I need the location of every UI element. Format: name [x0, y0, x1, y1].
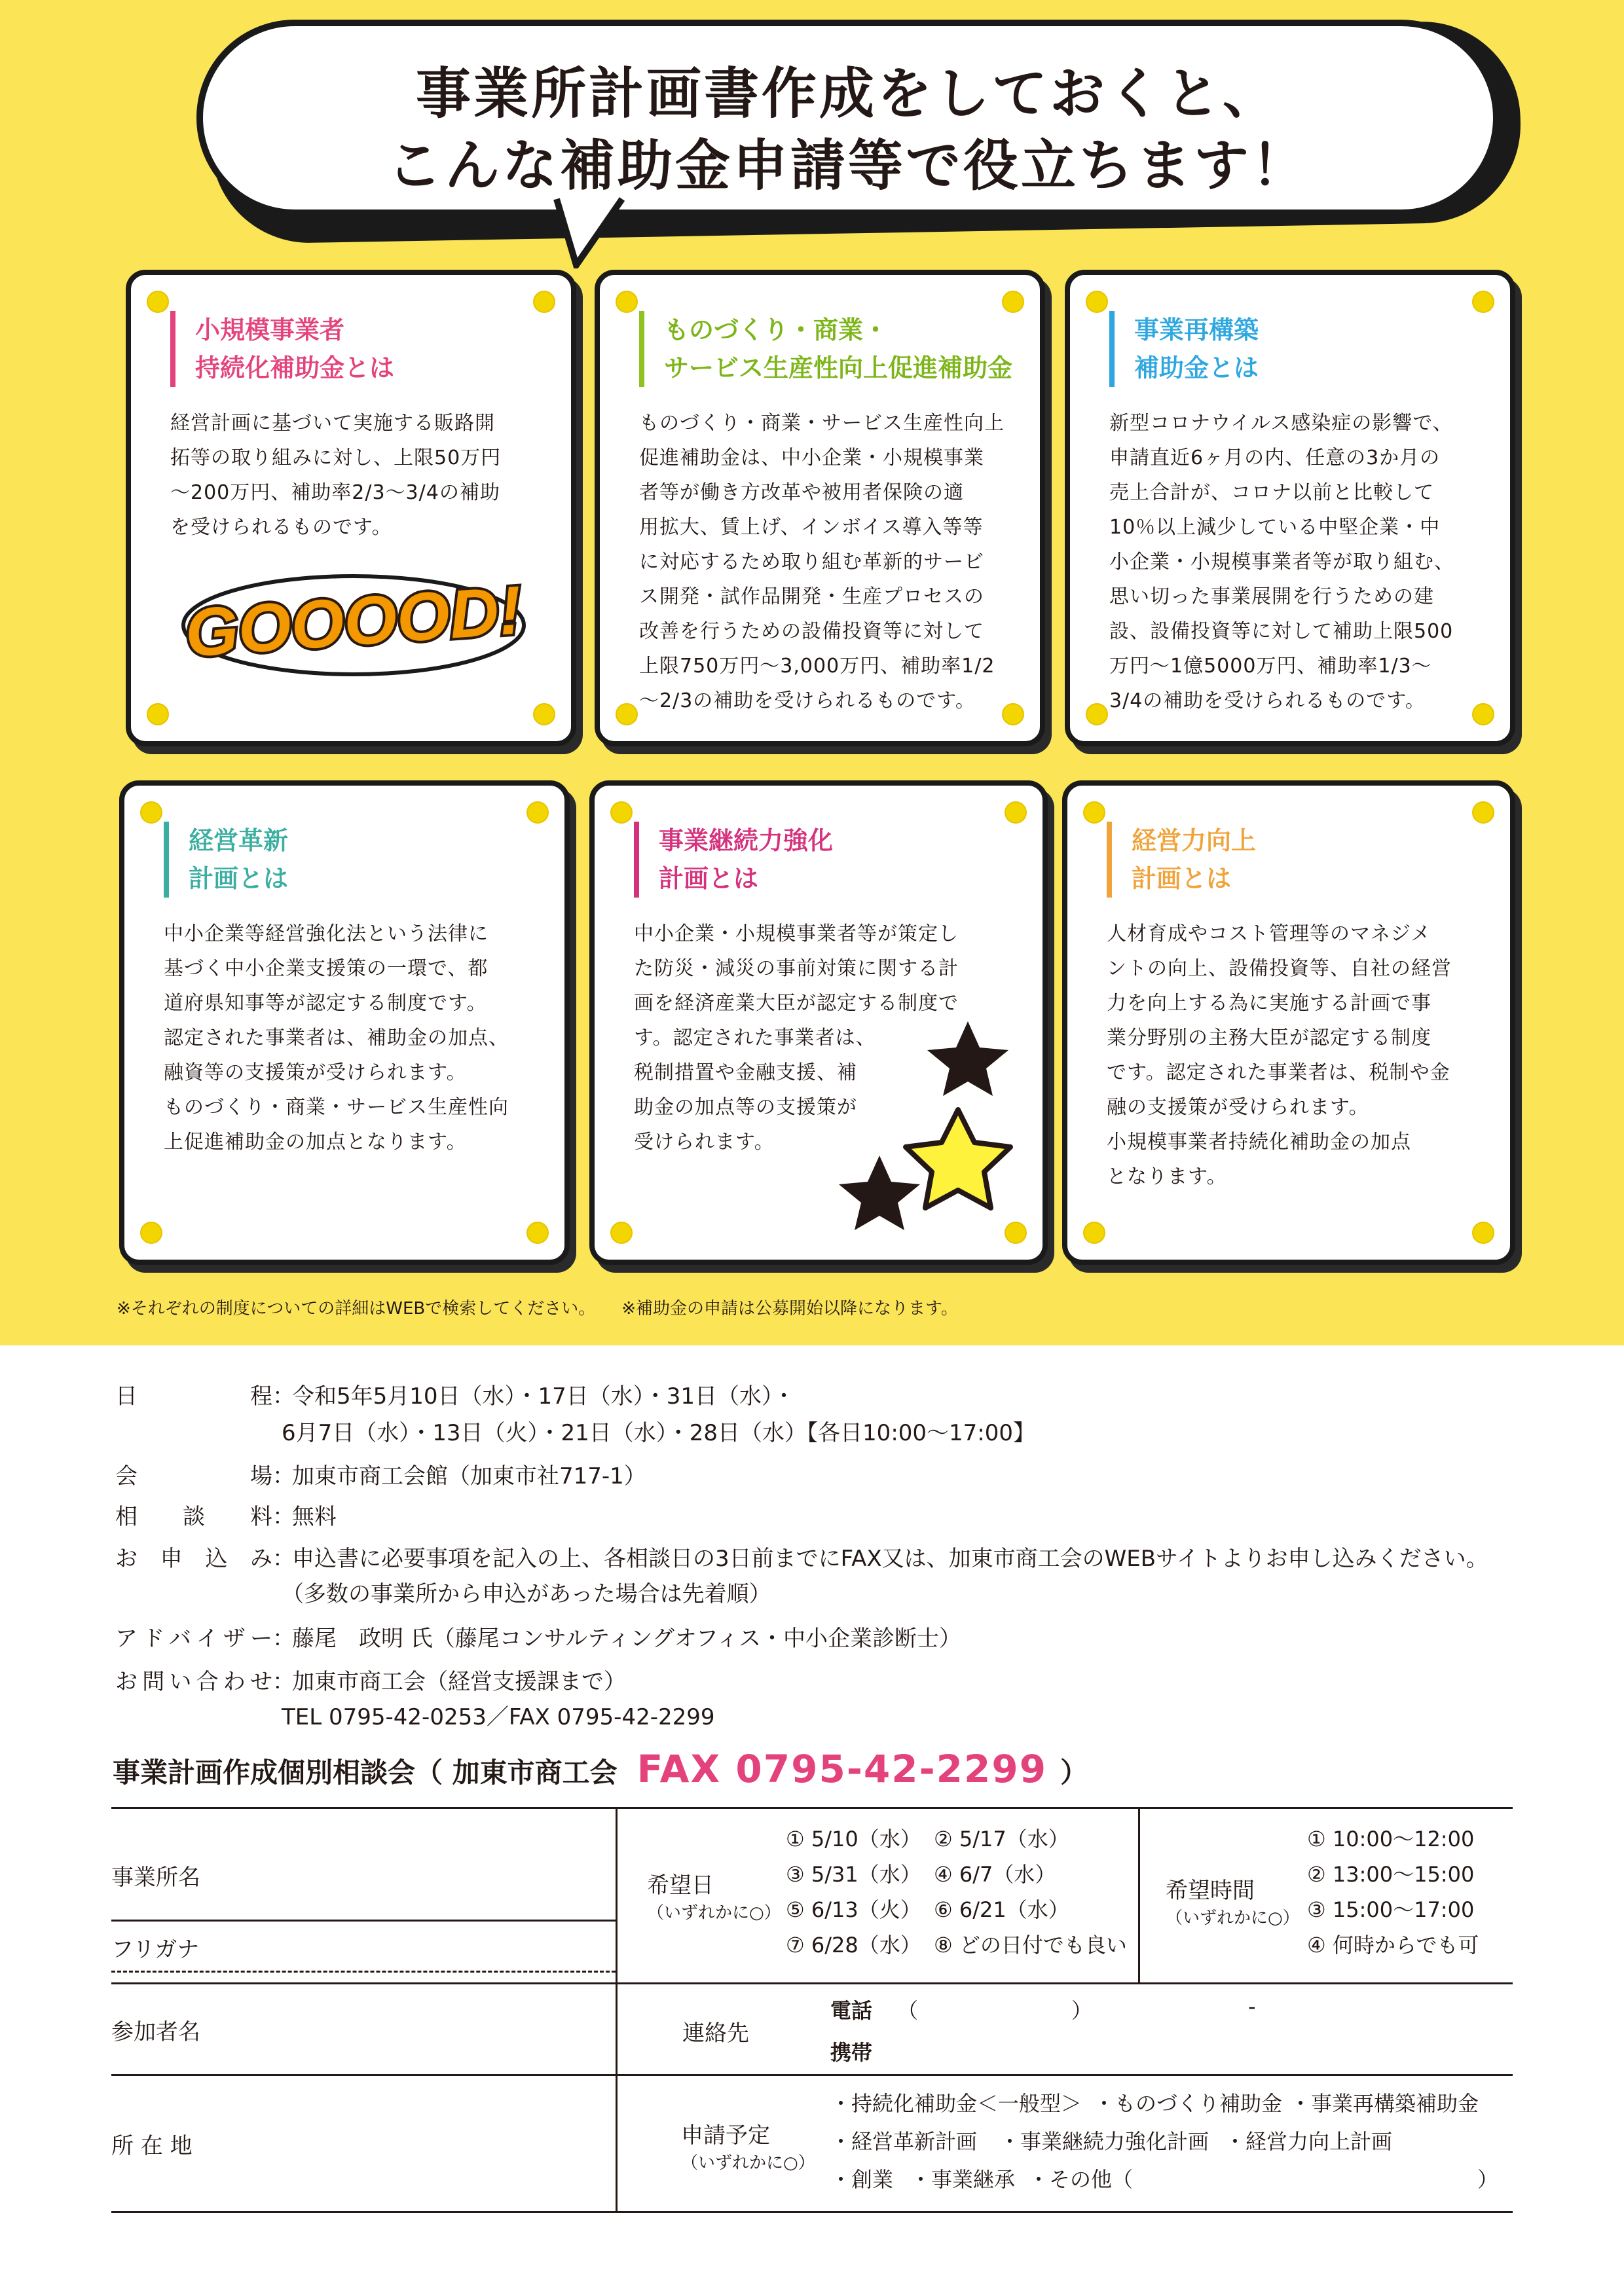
- label-jigyosho: 事業所名: [111, 1865, 200, 1891]
- form-fax: FAX 0795-42-2299: [637, 1747, 1048, 1791]
- card-keiei-kakushin: [119, 780, 570, 1265]
- body-line: 受けられます。: [634, 1131, 775, 1154]
- body-line: です。認定された事業者は、税制や金: [1107, 1061, 1450, 1084]
- page-title: [196, 58, 1500, 202]
- body-line: す。認定された事業者は、: [634, 1027, 876, 1049]
- info-label: お 申 込 み: [115, 1546, 272, 1572]
- rule: [1138, 1807, 1140, 1982]
- dot-icon: [1086, 291, 1108, 313]
- card-title-line: 事業継続力強化: [659, 826, 834, 855]
- card-title-line: 小規模事業者: [195, 316, 345, 344]
- kibojikan-text: 希望時間: [1166, 1878, 1255, 1904]
- info-label: お問い合わせ: [115, 1669, 272, 1695]
- badge-text: GOOOOD!: [183, 572, 525, 672]
- body-line: 上限750万円〜3,000万円、補助率1/2: [639, 655, 995, 678]
- body-line: 認定された事業者は、補助金の加点、: [164, 1027, 509, 1049]
- card-title: [1107, 822, 1256, 898]
- info-schedule-cont: 6月7日（水）・13日（火）・21日（水）・28日（水）【各日10:00〜17:00】: [282, 1420, 1036, 1446]
- info-value: 令和5年5月10日（水）・17日（水）・31日（水）・: [292, 1383, 796, 1410]
- info-label: アドバイザー: [115, 1626, 272, 1652]
- label-renrakusaki: 連絡先: [682, 2020, 749, 2047]
- date-option[interactable]: ⑧ どの日付でも良い: [934, 1933, 1127, 1958]
- card-title-line: 事業再構築: [1134, 316, 1259, 344]
- application-form: [111, 1807, 1513, 2213]
- card-title: [170, 311, 394, 387]
- dot-icon: [1083, 1222, 1105, 1244]
- date-option[interactable]: ① 5/10（水）: [786, 1827, 921, 1851]
- info-label: 会 場: [115, 1463, 272, 1489]
- label-shinsei: [681, 2117, 815, 2174]
- dot-icon: [610, 801, 633, 824]
- body-line: 思い切った事業展開を行うための建: [1109, 585, 1434, 608]
- info-label: 相 談 料: [115, 1504, 272, 1530]
- body-line: 改善を行うための設備投資等に対して: [639, 620, 984, 643]
- kibobi-text: 希望日: [647, 1872, 714, 1899]
- body-line: となります。: [1107, 1165, 1227, 1188]
- body-line: 万円〜1億5000万円、補助率1/3〜: [1109, 655, 1432, 678]
- dot-icon: [533, 703, 555, 725]
- date-option[interactable]: ⑤ 6/13（火）: [786, 1897, 921, 1922]
- body-line: 画を経済産業大臣が認定する制度で: [634, 992, 959, 1015]
- rule: [111, 2211, 1513, 2213]
- info-value: 無料: [292, 1504, 337, 1530]
- plan-option[interactable]: ・創業: [830, 2167, 894, 2192]
- stars-icon: [817, 1021, 1033, 1244]
- title-line-1: 事業所計画書作成をしておくと、: [415, 62, 1280, 126]
- dot-icon: [147, 291, 169, 313]
- body-line: 者等が働き方改革や被用者保険の適: [639, 481, 964, 504]
- info-contact-cont: TEL 0795-42-0253／FAX 0795-42-2299: [282, 1704, 715, 1730]
- body-line: 上促進補助金の加点となります。: [164, 1131, 467, 1154]
- card-title: [164, 822, 288, 898]
- body-line: ス開発・試作品開発・生産プロセスの: [639, 585, 984, 608]
- card-body: [164, 917, 530, 1159]
- card-body: [1109, 406, 1476, 718]
- card-title-line: 持続化補助金とは: [195, 354, 395, 382]
- body-line: 〜2/3の補助を受けられるものです。: [639, 689, 976, 712]
- body-line: 3/4の補助を受けられるものです。: [1109, 689, 1426, 712]
- body-line: 促進補助金は、中小企業・小規模事業: [639, 446, 984, 469]
- body-line: 道府県知事等が認定する制度です。: [164, 992, 487, 1015]
- info-contact: お問い合わせ：加東市商工会（経営支援課まで）: [115, 1663, 626, 1701]
- body-line: 経営計画に基づいて実施する販路開: [170, 412, 495, 435]
- body-line: 設、設備投資等に対して補助上限500: [1109, 620, 1454, 643]
- body-line: 用拡大、賃上げ、インボイス導入等等: [639, 516, 984, 539]
- info-label: 日 程: [115, 1383, 272, 1410]
- body-line: ものづくり・商業・サービス生産性向: [164, 1096, 509, 1119]
- dot-icon: [140, 801, 162, 824]
- card-jizokuka: [126, 270, 576, 746]
- info-value: 藤尾 政明 氏（藤尾コンサルティングオフィス・中小企業診断士）: [292, 1626, 961, 1652]
- date-option[interactable]: ⑦ 6/28（水）: [786, 1933, 921, 1958]
- label-shozaichi: 所 在 地: [111, 2133, 193, 2159]
- label-furigana: フリガナ: [111, 1937, 200, 1963]
- plan-option[interactable]: ・経営力向上計画: [1225, 2129, 1393, 2154]
- form-title-close: ）: [1060, 1757, 1088, 1789]
- dot-icon: [140, 1222, 162, 1244]
- plan-option[interactable]: ・事業継続力強化計画: [999, 2129, 1209, 2154]
- dot-icon: [1472, 801, 1494, 824]
- label-kibobi: [647, 1867, 781, 1923]
- body-line: 10％以上減少している中堅企業・中: [1109, 516, 1441, 539]
- body-line: 中小企業・小規模事業者等が策定し: [634, 922, 959, 945]
- body-line: 申請直近6ヶ月の内、任意の3か月の: [1109, 446, 1441, 469]
- info-advisor: アドバイザー：藤尾 政明 氏（藤尾コンサルティングオフィス・中小企業診断士）: [115, 1620, 961, 1658]
- dot-icon: [533, 291, 555, 313]
- body-line: に対応するため取り組む革新的サービ: [639, 551, 984, 574]
- denwa-paren-close: ）: [1071, 1998, 1093, 2023]
- label-denwa: 電話: [830, 1998, 873, 2023]
- info-value: 加東市商工会館（加東市社717-1）: [292, 1463, 646, 1489]
- body-line: 小規模事業者持続化補助金の加点: [1107, 1131, 1411, 1154]
- card-title-line: 計画とは: [189, 864, 289, 893]
- card-title: [1109, 311, 1259, 387]
- footnote: [117, 1295, 984, 1319]
- time-option[interactable]: ③ 15:00〜17:00: [1307, 1897, 1475, 1922]
- rule: [616, 1807, 618, 2213]
- dot-icon: [1083, 801, 1105, 824]
- card-title-line: サービス生産性向上促進補助金: [664, 354, 1013, 382]
- info-value: 加東市商工会（経営支援課まで）: [292, 1669, 626, 1695]
- bubble-tail: [550, 196, 629, 268]
- date-option[interactable]: ③ 5/31（水）: [786, 1862, 921, 1887]
- body-line: 税制措置や金融支援、補: [634, 1061, 857, 1084]
- body-line: 力を向上する為に実施する計画で事: [1107, 992, 1431, 1015]
- form-title: [113, 1747, 1088, 1791]
- body-line: 基づく中小企業支援策の一環で、都: [164, 957, 489, 980]
- time-option[interactable]: ① 10:00〜12:00: [1307, 1827, 1475, 1851]
- card-title: [634, 822, 833, 898]
- plan-option[interactable]: ・事業継承: [910, 2167, 1016, 2192]
- dot-icon: [1002, 291, 1024, 313]
- kibojikan-sub: （いずれかに○）: [1166, 1908, 1300, 1928]
- card-title: [639, 311, 1012, 387]
- plan-option[interactable]: ・ものづくり補助金: [1094, 2091, 1283, 2116]
- kibobi-sub: （いずれかに○）: [647, 1903, 781, 1923]
- time-option[interactable]: ④ 何時からでも可: [1307, 1933, 1479, 1958]
- footnote-left: ※それぞれの制度についての詳細はWEBで検索してください。: [117, 1299, 596, 1319]
- form-title-text: 事業計画作成個別相談会（ 加東市商工会: [113, 1757, 618, 1789]
- body-line: 〜200万円、補助率2/3〜3/4の補助: [170, 481, 500, 504]
- rule: [111, 2074, 1513, 2076]
- card-saikouchiku: [1065, 270, 1515, 746]
- plan-option[interactable]: ・経営革新計画: [830, 2129, 978, 2154]
- card-title-line: 計画とは: [1132, 864, 1232, 893]
- dot-icon: [616, 703, 638, 725]
- goooood-badge-icon: [177, 563, 544, 681]
- dot-icon: [526, 1222, 549, 1244]
- dot-icon: [147, 703, 169, 725]
- card-jigyou-keizoku: [589, 780, 1048, 1265]
- body-line: ものづくり・商業・サービス生産性向上: [639, 412, 1005, 435]
- body-line: 融資等の支援策が受けられます。: [164, 1061, 467, 1084]
- dot-icon: [1472, 291, 1494, 313]
- card-title-line: 補助金とは: [1134, 354, 1259, 382]
- rule: [111, 1807, 1513, 1809]
- body-line: 業分野別の主務大臣が認定する制度: [1107, 1027, 1431, 1049]
- info-value: 申込書に必要事項を記入の上、各相談日の3日前までにFAX又は、加東市商工会のWEBサイトよりお申し込みください。: [292, 1546, 1488, 1572]
- body-line: 新型コロナウイルス感染症の影響で、: [1109, 412, 1453, 435]
- card-title-line: 経営力向上: [1132, 826, 1257, 855]
- body-line: 小企業・小規模事業者等が取り組む、: [1109, 551, 1454, 574]
- footnote-right: ※補助金の申請は公募開始以降になります。: [621, 1299, 958, 1319]
- card-body: [639, 406, 1006, 718]
- plan-close: ）: [1477, 2167, 1499, 2192]
- card-monozukuri: [595, 270, 1045, 746]
- info-apply: お 申 込 み：申込書に必要事項を記入の上、各相談日の3日前までにFAX又は、加東市商工会のWEBサイトよりお申し込みください。: [115, 1540, 1488, 1578]
- info-apply-cont: （多数の事業所から申込があった場合は先着順）: [282, 1581, 771, 1607]
- plan-option[interactable]: ・持続化補助金＜一般型＞: [830, 2091, 1082, 2116]
- time-option[interactable]: ② 13:00〜15:00: [1307, 1862, 1475, 1887]
- body-line: 売上合計が、コロナ以前と比較して: [1109, 481, 1434, 504]
- card-title-line: 計画とは: [659, 864, 759, 893]
- date-option[interactable]: ④ 6/7（水）: [934, 1862, 1056, 1887]
- plan-option[interactable]: ・事業再構築補助金: [1290, 2091, 1479, 2116]
- dot-icon: [610, 1222, 633, 1244]
- title-line-2: こんな補助金申請等で役立ちます！: [386, 134, 1309, 198]
- dot-icon: [1472, 1222, 1494, 1244]
- dot-icon: [526, 801, 549, 824]
- label-kibojikan: [1166, 1872, 1300, 1929]
- body-line: 人材育成やコスト管理等のマネジメ: [1107, 922, 1431, 945]
- label-sankasha: 参加者名: [111, 2019, 200, 2045]
- label-keitai: 携帯: [830, 2040, 873, 2065]
- denwa-paren-open: （: [897, 1998, 919, 2023]
- denwa-dash: -: [1248, 1994, 1256, 2019]
- plan-option[interactable]: ・その他（: [1028, 2167, 1134, 2192]
- info-venue: 会 場：加東市商工会館（加東市社717-1）: [115, 1457, 646, 1495]
- rule: [111, 1971, 616, 1973]
- shinsei-sub: （いずれかに○）: [681, 2153, 815, 2173]
- shinsei-text: 申請予定: [681, 2123, 770, 2149]
- body-line: 中小企業等経営強化法という法律に: [164, 922, 489, 945]
- card-body: [170, 406, 537, 545]
- card-title-line: 経営革新: [189, 826, 289, 855]
- info-fee: 相 談 料：無料: [115, 1498, 337, 1536]
- body-line: た防災・減災の事前対策に関する計: [634, 957, 959, 980]
- date-option[interactable]: ② 5/17（水）: [934, 1827, 1069, 1851]
- card-body: [1107, 917, 1473, 1194]
- card-keieiryoku: [1062, 780, 1515, 1265]
- date-option[interactable]: ⑥ 6/21（水）: [934, 1897, 1069, 1922]
- body-line: を受けられるものです。: [170, 516, 392, 539]
- body-line: 融の支援策が受けられます。: [1107, 1096, 1369, 1119]
- body-line: 拓等の取り組みに対し、上限50万円: [170, 446, 502, 469]
- info-schedule: 日 程：令和5年5月10日（水）・17日（水）・31日（水）・: [115, 1377, 795, 1415]
- dot-icon: [616, 291, 638, 313]
- dot-icon: [1086, 703, 1108, 725]
- rule: [111, 1920, 616, 1922]
- body-line: 助金の加点等の支援策が: [634, 1096, 857, 1119]
- rule: [111, 1982, 1513, 1984]
- body-line: ントの向上、設備投資等、自社の経営: [1107, 957, 1452, 980]
- card-title-line: ものづくり・商業・: [664, 316, 889, 344]
- dot-icon: [1005, 801, 1027, 824]
